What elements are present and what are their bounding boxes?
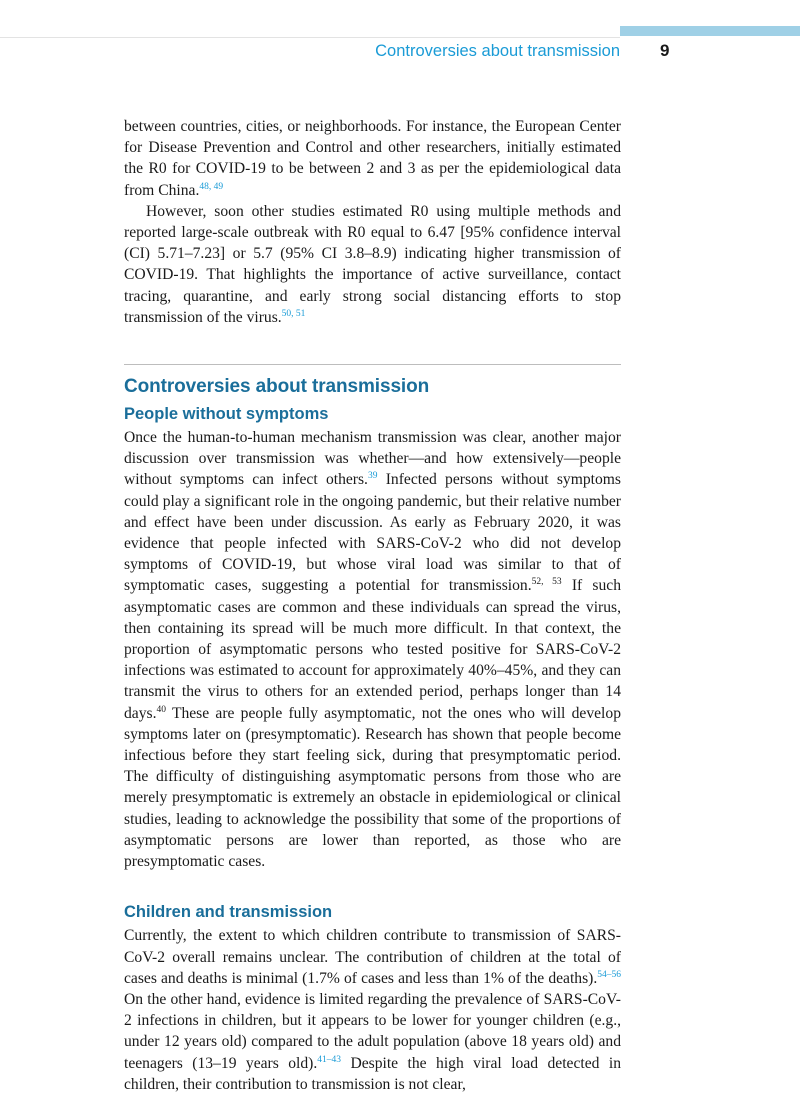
- paragraph-text: If such asymptomatic cases are common and these individuals can spread the virus, then containing its spread will be much more difficult. In that context, the proportion of asymptomatic persons who tested positive for SARS-CoV-2 infections was estimated to account for approximately 40%–45%, and they can transmit the virus to others for an extended period, perhaps longer than 14 days.: [124, 577, 622, 722]
- paragraph-text: On the other hand, evidence is limited regarding the prevalence of SARS-CoV-2 infections in children, but it appears to be lower for younger children (e.g., under 12 years old) compared to the adult population (above 18 years old) and teenagers (13–19 years old).: [124, 990, 621, 1072]
- page-body: [124, 116, 621, 1095]
- paragraph-text: Infected persons without symptoms could play a significant role in the ongoing pandemic, but their relative number and effect have been under discussion. As early as February 2020, it was evidence that people infected with SARS-CoV-2 who did not develop symptoms of COVID-19, but whose viral load was similar to that of symptomatic cases, suggesting a potential for transmission.: [124, 471, 621, 595]
- paragraph-text: Despite the high viral load detected in children, their contribution to transmission is not clear,: [124, 1054, 621, 1093]
- citation-54-56[interactable]: 54–56: [597, 969, 621, 980]
- section-divider: [124, 364, 621, 365]
- page-number: 9: [660, 41, 670, 60]
- subsection-title-people-without-symptoms: People without symptoms: [124, 405, 329, 424]
- paragraph-text: Currently, the extent to which children contribute to transmission of SARS-CoV-2 overall remains unclear. The contribution of children at the total of cases and deaths is minimal (1.7% of cases and less than 1% of the deaths).: [124, 927, 621, 987]
- running-head: Controversies about transmission: [375, 42, 620, 60]
- citation-40[interactable]: 40: [156, 704, 166, 715]
- citation-48-49[interactable]: 48, 49: [199, 181, 224, 192]
- paragraph-intro-2: [124, 201, 621, 328]
- paragraph-text: However, soon other studies estimated R0 using multiple methods and reported large-scale outbreak with R0 equal to 6.47 [95% confidence interval (CI) 5.71–7.23] or 5.7 (95% CI 3.8–8.9) indicating higher transmission of COVID-19. That highlights the importance of active surveillance, contact tracing, quarantine, and early strong social distancing efforts to stop transmission of the virus.: [124, 202, 621, 326]
- paragraph-children: [124, 925, 621, 1095]
- header-accent-bar: [620, 26, 800, 36]
- paragraph-people-without-symptoms: [124, 427, 621, 872]
- section-title: Controversies about transmission: [124, 376, 430, 398]
- header-rule: [0, 37, 620, 38]
- citation-50-51[interactable]: 50, 51: [281, 308, 306, 319]
- citation-52-53[interactable]: 52, 53: [531, 577, 562, 588]
- paragraph-text: Once the human-to-human mechanism transmission was clear, another major discussion over transmission was whether—and how extensively—people without symptoms can infect others.: [124, 429, 621, 489]
- paragraph-text: between countries, cities, or neighborhoods. For instance, the European Center for Disease Prevention and Control and other researchers, initially estimated the R0 for COVID-19 to be between 2 and 3 as per the epidemiological data from China.: [124, 118, 621, 199]
- subsection-title-children: Children and transmission: [124, 903, 333, 922]
- citation-41-43[interactable]: 41–43: [317, 1054, 342, 1065]
- citation-39[interactable]: 39: [367, 471, 378, 482]
- paragraph-intro-1: [124, 116, 621, 201]
- paragraph-text: These are people fully asymptomatic, not the ones who will develop symptoms later on (presymptomatic). Research has shown that people become infectious before they start feeling sick, during that presymptomatic period. The difficulty of distinguishing asymptomatic persons from those who are merely presymptomatic is extremely an obstacle in epidemiological or clinical studies, leading to acknowledge the possibility that some of the proportions of asymptomatic persons are lower than reported, as those who are presymptomatic cases.: [124, 704, 621, 871]
